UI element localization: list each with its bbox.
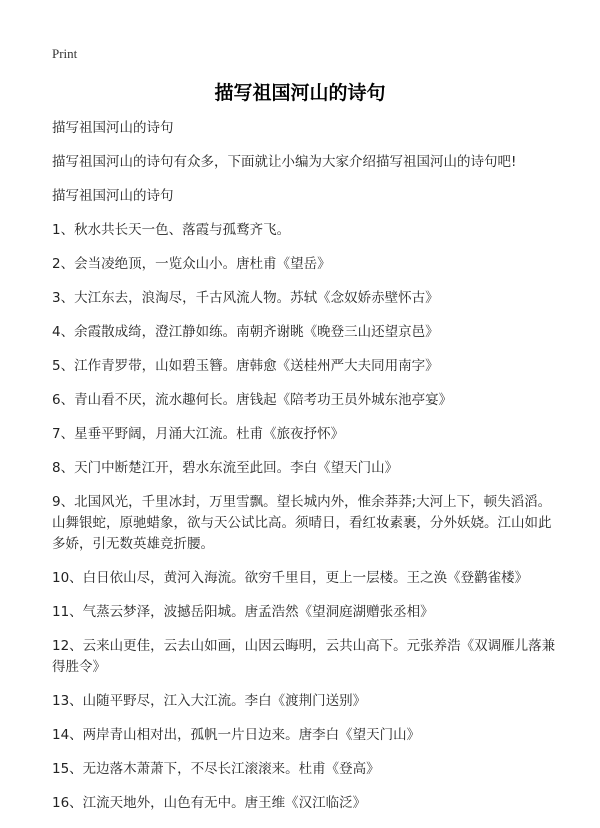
poem-item: 16、江流天地外，山色有无中。唐王维《汉江临泛》 xyxy=(52,795,367,811)
print-label[interactable]: Print xyxy=(52,46,78,61)
poem-item: 5、江作青罗带，山如碧玉簪。唐韩愈《送桂州严大夫同用南字》 xyxy=(52,358,439,374)
subtitle-2: 描写祖国河山的诗句 xyxy=(52,188,174,204)
poem-item: 6、青山看不厌，流水趣何长。唐钱起《陪考功王员外城东池亭宴》 xyxy=(52,392,453,408)
poem-item: 15、无边落木萧萧下，不尽长江滚滚来。杜甫《登高》 xyxy=(52,761,380,777)
poem-item: 1、秋水共长天一色、落霞与孤鹜齐飞。 xyxy=(52,222,291,238)
poem-item: 3、大江东去，浪淘尽，千古风流人物。苏轼《念奴娇赤壁怀古》 xyxy=(52,290,439,306)
poem-item: 14、两岸青山相对出，孤帆一片日边来。唐李白《望天门山》 xyxy=(52,727,421,743)
poem-item: 10、白日依山尽，黄河入海流。欲穷千里目，更上一层楼。王之涣《登鹳雀楼》 xyxy=(52,570,529,586)
poem-item: 9、北国风光，千里冰封，万里雪飘。望长城内外，惟余莽莽;大河上下，顿失滔滔。山舞银蛇，原驰蜡象，欲与天公试比高。须晴日，看红妆素裹，分外妖娆。江山如此多娇，引无数英雄竞折腰。 xyxy=(52,494,552,552)
poem-item: 7、星垂平野阔，月涌大江流。杜甫《旅夜抒怀》 xyxy=(52,426,345,442)
article-body xyxy=(52,118,556,827)
poem-item: 2、会当凌绝顶，一览众山小。唐杜甫《望岳》 xyxy=(52,256,331,272)
poem-item: 13、山随平野尽，江入大江流。李白《渡荆门送别》 xyxy=(52,693,367,709)
poem-item: 12、云来山更佳，云去山如画，山因云晦明，云共山高下。元张养浩《双调雁儿落兼得胜令》 xyxy=(52,638,556,675)
poem-item: 8、天门中断楚江开，碧水东流至此回。李白《望天门山》 xyxy=(52,460,399,476)
page-title: 描写祖国河山的诗句 xyxy=(214,82,386,104)
intro-description: 描写祖国河山的诗句有众多，下面就让小编为大家介绍描写祖国河山的诗句吧! xyxy=(52,154,517,170)
subtitle-1: 描写祖国河山的诗句 xyxy=(52,120,174,136)
poem-item: 4、余霞散成绮，澄江静如练。南朝齐谢眺《晚登三山还望京邑》 xyxy=(52,324,439,340)
poem-item: 11、气蒸云梦泽，波撼岳阳城。唐孟浩然《望洞庭湖赠张丞相》 xyxy=(52,604,434,620)
